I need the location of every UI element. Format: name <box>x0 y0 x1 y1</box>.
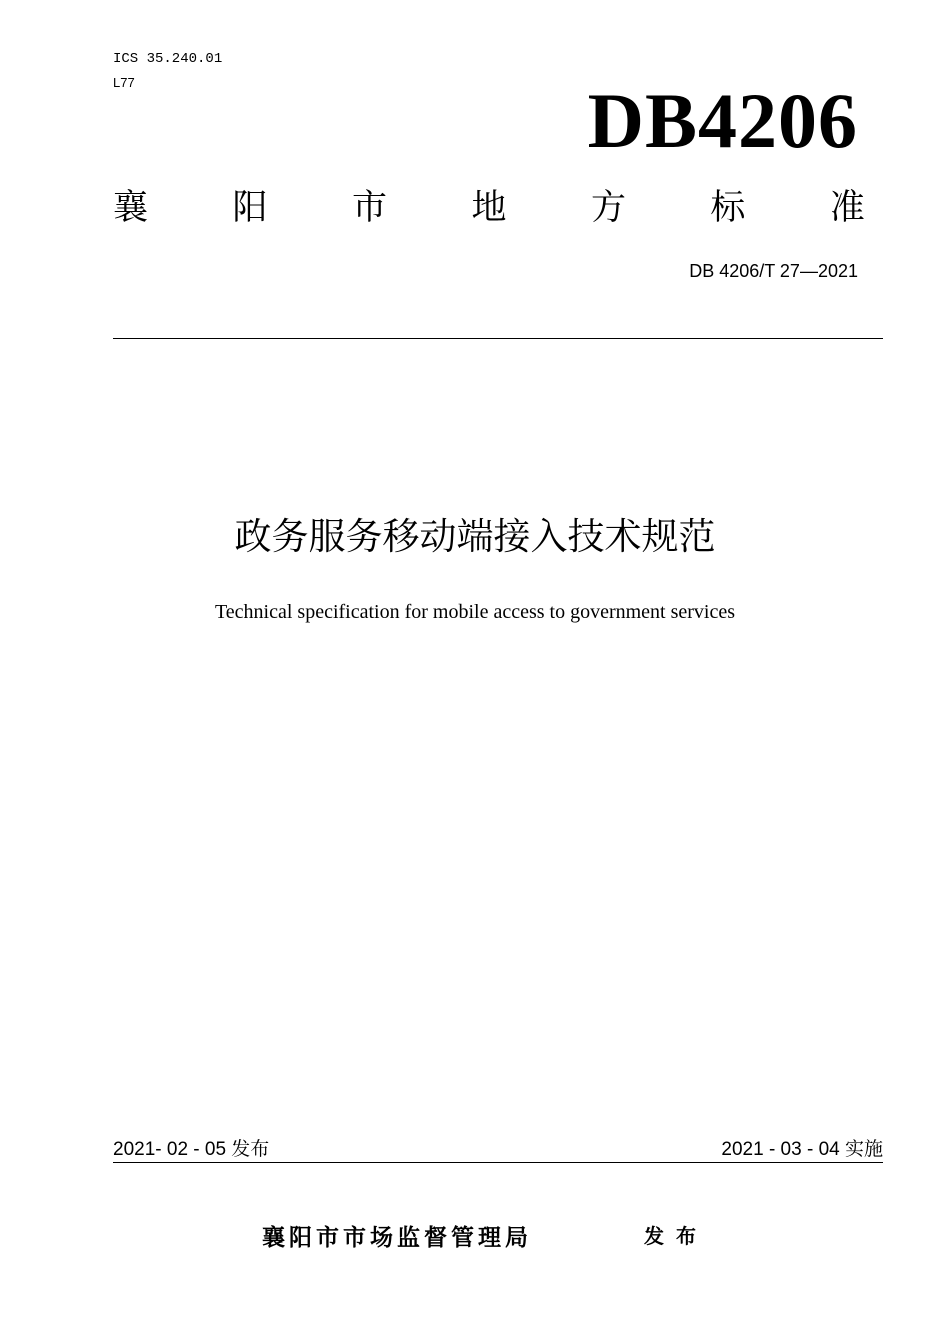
local-standard-char: 标 <box>710 188 746 228</box>
local-standard-char: 襄 <box>113 188 149 228</box>
standard-number: DB 4206/T 27—2021 <box>689 261 858 281</box>
local-standard-char: 方 <box>590 188 626 228</box>
issue-date: 2021- 02 - 05 发布 <box>113 1139 270 1160</box>
publisher-name: 襄阳市市场监督管理局 <box>262 1225 532 1251</box>
bottom-divider <box>113 1162 883 1163</box>
local-standard-char: 准 <box>829 188 865 228</box>
db-code-mark: DB4206 <box>587 77 858 164</box>
local-standard-char: 阳 <box>232 188 268 228</box>
implementation-date: 2021 - 03 - 04 实施 <box>721 1139 883 1160</box>
local-standard-char: 地 <box>471 188 507 228</box>
top-divider <box>113 338 883 339</box>
title-chinese: 政务服务移动端接入技术规范 <box>234 515 716 558</box>
ics-code: ICS 35.240.01 <box>113 51 223 67</box>
local-standard-heading <box>113 186 865 230</box>
title-english: Technical specification for mobile access to government services <box>214 601 736 623</box>
publish-label: 发布 <box>644 1224 708 1248</box>
classification-code: L77 <box>113 75 135 90</box>
local-standard-char: 市 <box>351 188 387 228</box>
